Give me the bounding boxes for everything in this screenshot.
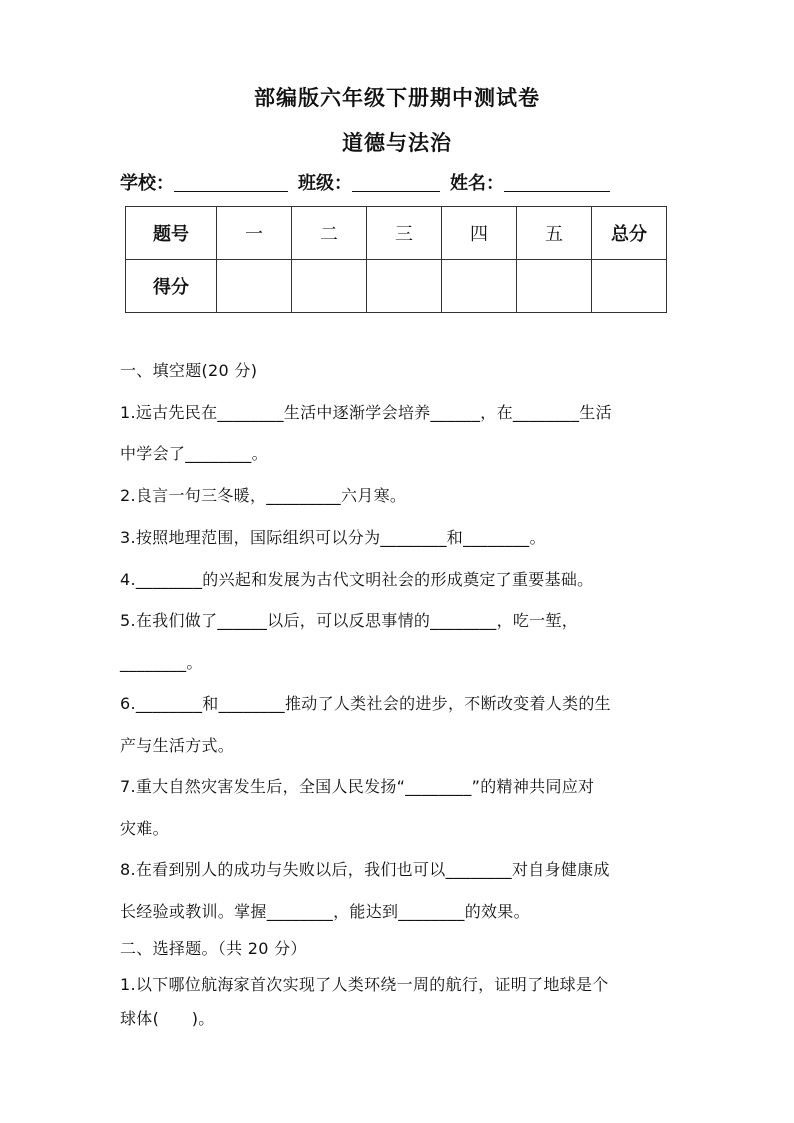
question-text-line: ________。 xyxy=(120,653,203,672)
question-text-line: 2.良言一句三冬暖，_________六月寒。 xyxy=(120,486,407,505)
question-1-header: 一 xyxy=(217,207,292,260)
question-text-line: 6.________和________推动了人类社会的进步，不断改变着人类的生 xyxy=(120,694,611,713)
question-text-line: 3.按照地理范围，国际组织可以分为________和________。 xyxy=(120,528,546,547)
total-score-header: 总分 xyxy=(592,207,667,260)
exam-title: 部编版六年级下册期中测试卷 xyxy=(254,86,540,110)
question-text-line: 7.重大自然灾害发生后，全国人民发扬“________”的精神共同应对 xyxy=(120,777,595,796)
score-cell-1[interactable] xyxy=(217,260,292,313)
school-blank[interactable] xyxy=(174,173,288,192)
score-cell-2[interactable] xyxy=(292,260,367,313)
section-1-heading: 一、填空题(20 分) xyxy=(120,361,258,380)
question-text-line: 5.在我们做了______以后，可以反思事情的________，吃一堑， xyxy=(120,611,579,630)
question-5-header: 五 xyxy=(517,207,592,260)
question-text-line: 中学会了________。 xyxy=(120,444,268,463)
score-cell-5[interactable] xyxy=(517,260,592,313)
score-cell-total[interactable] xyxy=(592,260,667,313)
question-text-line: 8.在看到别人的成功与失败以后，我们也可以________对自身健康成 xyxy=(120,860,610,879)
question-text-line: 长经验或教训。掌握________，能达到________的效果。 xyxy=(120,902,530,921)
student-info-row xyxy=(120,169,610,195)
score-cell-4[interactable] xyxy=(442,260,517,313)
score-table xyxy=(125,206,667,313)
question-number-header: 题号 xyxy=(126,207,217,260)
score-table-header-row xyxy=(126,207,667,260)
name-label: 姓名： xyxy=(450,173,504,194)
question-text-line: 产与生活方式。 xyxy=(120,736,235,755)
section-2-heading: 二、选择题。（共 20 分） xyxy=(120,939,307,958)
score-table-score-row xyxy=(126,260,667,313)
school-label: 学校： xyxy=(120,173,174,194)
exam-subject: 道德与法治 xyxy=(342,131,452,155)
question-text-line: 1.远古先民在________生活中逐渐学会培养______，在________生活 xyxy=(120,403,612,422)
name-blank[interactable] xyxy=(504,173,610,192)
question-text-line: 球体( )。 xyxy=(120,1009,215,1028)
score-cell-3[interactable] xyxy=(367,260,442,313)
question-3-header: 三 xyxy=(367,207,442,260)
score-label: 得分 xyxy=(126,260,217,313)
class-blank[interactable] xyxy=(352,173,440,192)
question-text-line: 灾难。 xyxy=(120,819,169,838)
question-4-header: 四 xyxy=(442,207,517,260)
class-label: 班级： xyxy=(298,173,352,194)
question-2-header: 二 xyxy=(292,207,367,260)
question-text-line: 1.以下哪位航海家首次实现了人类环绕一周的航行，证明了地球是个 xyxy=(120,975,609,994)
question-text-line: 4.________的兴起和发展为古代文明社会的形成奠定了重要基础。 xyxy=(120,570,594,589)
